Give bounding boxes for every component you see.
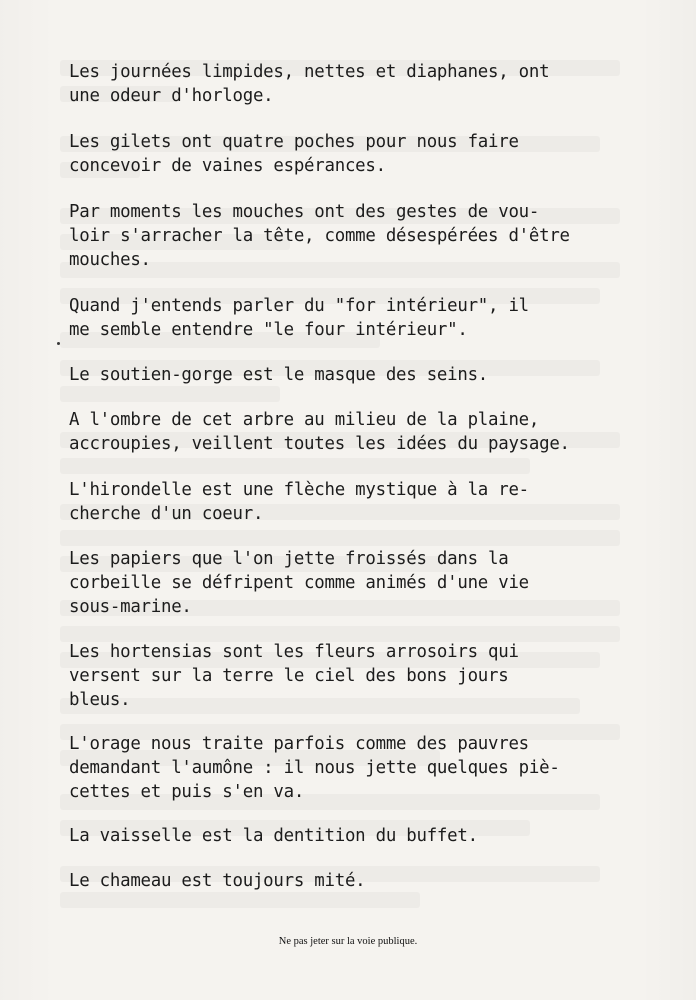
aphorism-paragraph xyxy=(69,869,659,893)
aphorism-line: cettes et puis s'en va. xyxy=(69,782,305,802)
aphorism-line: Par moments les mouches ont des gestes de vou- xyxy=(69,202,540,222)
aphorism-paragraph xyxy=(69,294,659,342)
aphorism-line: Les papiers que l'on jette froissés dans la xyxy=(69,549,509,569)
aphorism-paragraph xyxy=(69,640,659,712)
aphorism-line: L'orage nous traite parfois comme des pauvres xyxy=(69,734,529,754)
aphorism-line: mouches. xyxy=(69,250,151,270)
aphorism-list xyxy=(69,40,659,893)
aphorism-paragraph xyxy=(69,130,659,178)
aphorism-paragraph xyxy=(69,732,659,804)
aphorism-paragraph xyxy=(69,363,659,387)
aphorism-paragraph xyxy=(69,478,659,526)
aphorism-paragraph xyxy=(69,200,659,272)
aphorism-line: versent sur la terre le ciel des bons jours xyxy=(69,666,509,686)
aphorism-line: loir s'arracher la tête, comme désespérées d'être xyxy=(69,226,570,246)
aphorism-line: demandant l'aumône : il nous jette quelques piè- xyxy=(69,758,560,778)
aphorism-line: sous-marine. xyxy=(69,597,192,617)
aphorism-line: concevoir de vaines espérances. xyxy=(69,156,386,176)
aphorism-line: corbeille se défripent comme animés d'une vie xyxy=(69,573,529,593)
aphorism-line: A l'ombre de cet arbre au milieu de la plaine, xyxy=(69,410,540,430)
aphorism-paragraph xyxy=(69,60,659,108)
aphorism-line: Le soutien-gorge est le masque des seins. xyxy=(69,365,489,385)
aphorism-paragraph xyxy=(69,547,659,619)
aphorism-line: Le chameau est toujours mité. xyxy=(69,871,366,891)
aphorism-line: Les gilets ont quatre poches pour nous faire xyxy=(69,132,519,152)
aphorism-line: Les journées limpides, nettes et diaphanes, ont xyxy=(69,62,550,82)
aphorism-line: La vaisselle est la dentition du buffet. xyxy=(69,826,478,846)
aphorism-line: Les hortensias sont les fleurs arrosoirs qui xyxy=(69,642,519,662)
aphorism-line: L'hirondelle est une flèche mystique à la re- xyxy=(69,480,529,500)
footer-note: Ne pas jeter sur la voie publique. xyxy=(278,936,418,947)
aphorism-line: me semble entendre "le four intérieur". xyxy=(69,320,468,340)
aphorism-line: cherche d'un coeur. xyxy=(69,504,264,524)
aphorism-line: accroupies, veillent toutes les idées du paysage. xyxy=(69,434,570,454)
ink-speck xyxy=(57,342,60,345)
aphorism-line: une odeur d'horloge. xyxy=(69,86,274,106)
aphorism-paragraph xyxy=(69,824,659,848)
aphorism-line: bleus. xyxy=(69,690,131,710)
aphorism-paragraph xyxy=(69,408,659,456)
aphorism-line: Quand j'entends parler du "for intérieur", il xyxy=(69,296,529,316)
